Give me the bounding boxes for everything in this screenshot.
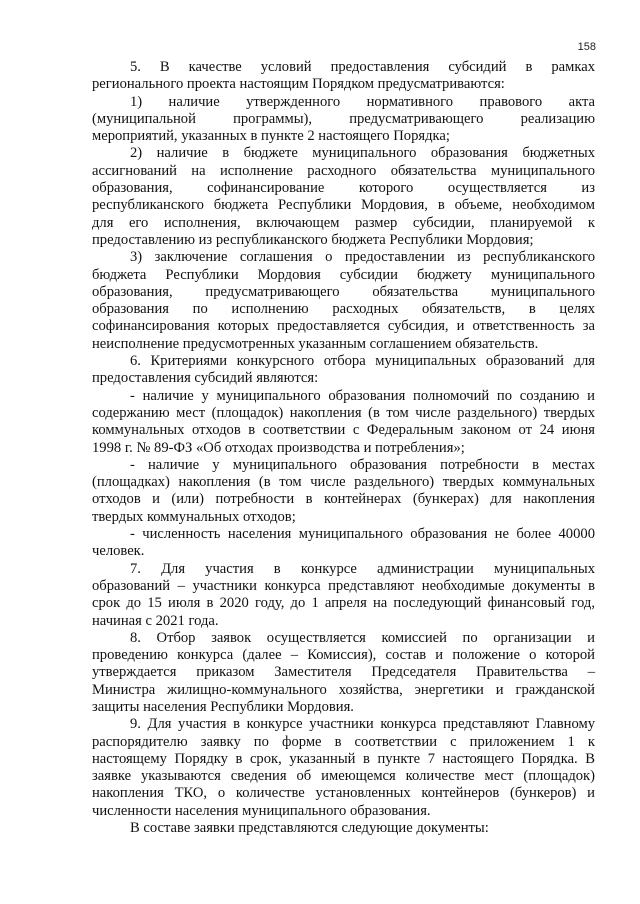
text-line: (муниципальной программы), предусматривающего реализацию <box>92 110 595 127</box>
text-line: 3) заключение соглашения о предоставлении из республиканского <box>130 249 595 266</box>
text-line: 2) наличие в бюджете муниципального образования бюджетных <box>130 145 595 162</box>
text-line: 1998 г. № 89-ФЗ «Об отходах производства и потребления»; <box>92 439 465 456</box>
text-line: срок до 15 июля в 2020 году, до 1 апреля на последующий финансовый год, <box>92 595 595 612</box>
text-line: заявке указываются сведения об имеющемся количестве мест (площадок) <box>92 768 595 785</box>
text-line: 7. Для участия в конкурсе администрации муниципальных <box>130 560 595 577</box>
text-line: распорядителю заявку по форме в соответствии с приложением 1 к <box>92 733 595 750</box>
text-line: образований – участники конкурса представляют необходимые документы в <box>92 577 595 594</box>
text-line: - численность населения муниципального образования не более 40000 <box>130 526 595 543</box>
text-line: отходов и (или) потребности в контейнерах (бункерах) для накопления <box>92 491 595 508</box>
text-line: образования по исполнению расходных обязательств, в целях <box>92 301 595 318</box>
text-line: защиты населения Республики Мордовия. <box>92 698 354 715</box>
text-line: предоставлению из республиканского бюджета Республики Мордовия; <box>92 231 534 248</box>
text-line: твердых коммунальных отходов; <box>92 508 296 525</box>
text-line: мероприятий, указанных в пункте 2 настоящего Порядка; <box>92 128 450 145</box>
text-line: - наличие у муниципального образования полномочий по созданию и <box>130 387 595 404</box>
text-line: - наличие у муниципального образования потребности в местах <box>130 456 595 473</box>
text-line: человек. <box>92 543 145 560</box>
text-line: 1) наличие утвержденного нормативного правового акта <box>130 93 595 110</box>
text-line: софинансирования которых предоставляется субсидия, и ответственность за <box>92 318 595 335</box>
text-line: 5. В качестве условий предоставления субсидий в рамках <box>130 59 595 75</box>
text-line: для его исполнения, включающем размер субсидии, планируемой к <box>92 214 595 231</box>
text-line: начиная с 2021 года. <box>92 612 219 629</box>
text-line: образования, предусматривающего обязательства муниципального <box>92 283 595 300</box>
text-line: ассигнований на исполнение расходного обязательства муниципального <box>92 162 595 179</box>
text-line: В составе заявки представляются следующие документы: <box>130 820 489 837</box>
text-line: регионального проекта настоящим Порядком предусматриваются: <box>92 76 505 93</box>
document-body <box>92 59 595 837</box>
text-line: Министра жилищно-коммунального хозяйства, энергетики и гражданской <box>92 681 595 698</box>
text-line: образования, софинансирование которого осуществляется из <box>92 180 595 197</box>
text-line: 8. Отбор заявок осуществляется комиссией по организации и <box>130 629 595 646</box>
text-line: настоящему Порядку в срок, указанный в пункте 7 настоящего Порядка. В <box>92 750 595 767</box>
text-line: содержанию мест (площадок) накопления (в том числе раздельного) твердых <box>92 404 595 421</box>
text-line: предоставления субсидий являются: <box>92 370 319 387</box>
text-line: накопления ТКО, о количестве установленных контейнеров (бункеров) и <box>92 785 595 802</box>
text-line: (площадках) накопления (в том числе раздельного) твердых коммунальных <box>92 474 595 491</box>
text-line: проведению конкурса (далее – Комиссия), состав и положение о которой <box>92 647 595 664</box>
text-line: 9. Для участия в конкурсе участники конкурса представляют Главному <box>130 716 595 733</box>
text-line: республиканского бюджета Республики Мордовия, в объеме, необходимом <box>92 197 595 214</box>
text-line: 6. Критериями конкурсного отбора муниципальных образований для <box>130 353 595 370</box>
text-line: неисполнение предусмотренных указанным соглашением обязательств. <box>92 335 539 352</box>
text-line: коммунальных отходов в соответствии с Федеральным законом от 24 июня <box>92 422 595 439</box>
page-number: 158 <box>577 41 596 53</box>
text-line: численности населения муниципального образования. <box>92 802 431 819</box>
text-line: бюджета Республики Мордовия субсидии бюджету муниципального <box>92 266 595 283</box>
text-line: утверждается приказом Заместителя Председателя Правительства – <box>92 664 595 681</box>
